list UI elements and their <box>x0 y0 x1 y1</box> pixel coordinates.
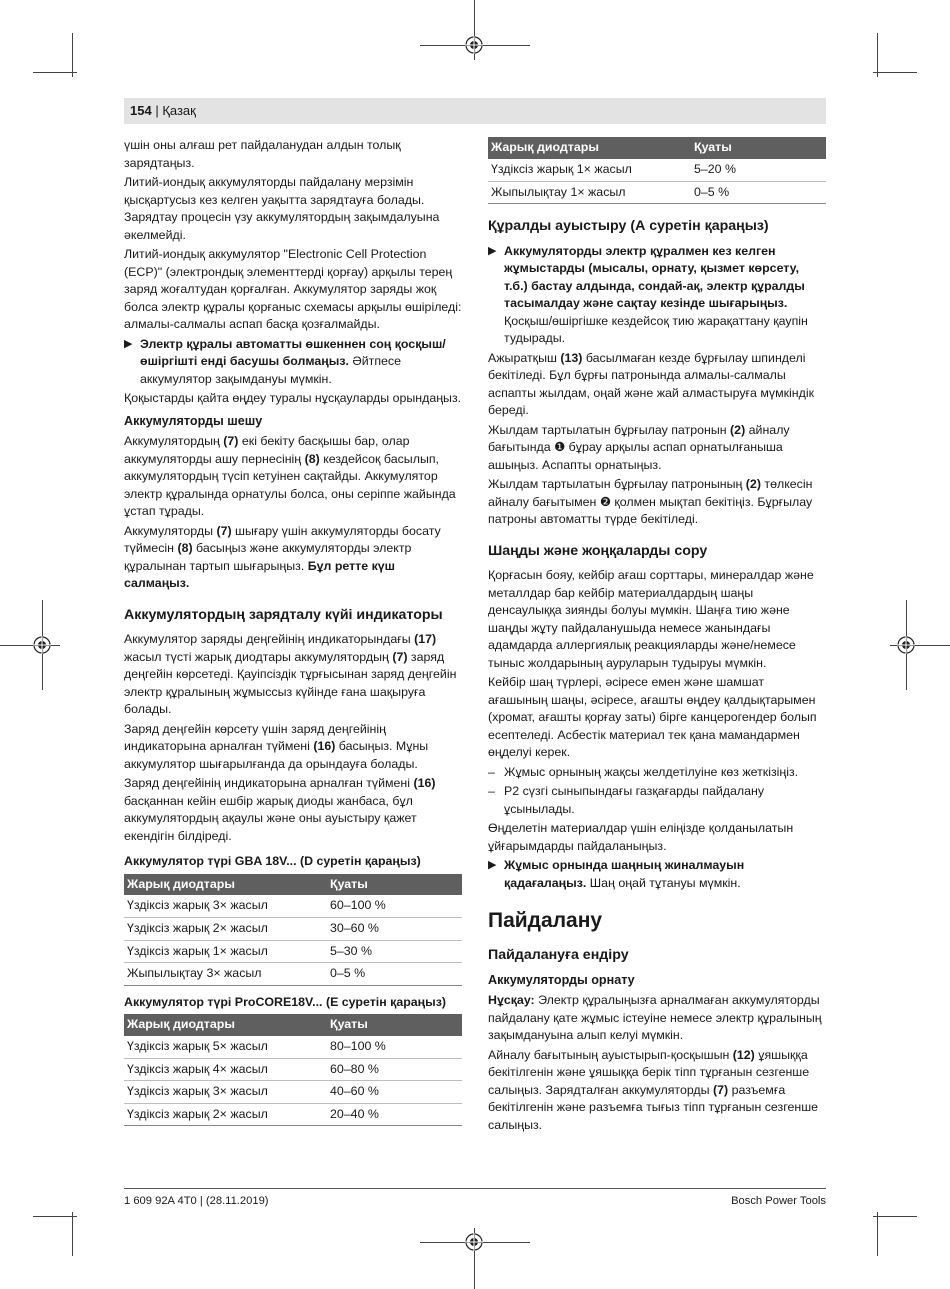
table-row: Үздіксіз жарық 3× жасыл 60–100 % <box>124 895 462 918</box>
page-header <box>124 98 826 124</box>
section-heading: Пайдалануға ендіру <box>488 947 629 963</box>
list-item: – Жұмыс орнының жақсы желдетілуіне көз жеткізіңіз. <box>488 764 799 779</box>
paragraph: Заряд деңгейінің индикаторына арналған түймені (16) басқаннан кейін ешбір жарық диоды жанбаса, бұл аккумулятордың ақаулы және оны ауыстыру қажет екендігін білдіреді. <box>124 776 436 843</box>
paragraph: Аккумулятор заряды деңгейінің индикаторындағы (17) жасыл түсті жарық диодтары аккумулятордың (7) заряд деңгейін көрсетеді. Қауіпсіздік тұрғысынан заряд деңгейін электр құралының жұмыссыз күйінде ғана шақыруға болады. <box>124 632 457 716</box>
table-header: Жарық диодтары <box>124 874 327 896</box>
list-item: – P2 сүзгі сыныпындағы газқағарды пайдалану ұсынылады. <box>488 784 765 816</box>
registration-mark-icon <box>465 36 483 54</box>
page-number-language: 154 | Қазақ <box>130 103 196 118</box>
warning-item: ▶ Электр құралы автоматты өшкеннен соң қосқыш/өшіргішті енді басушы болмаңыз. Әйтпесе аккумулятор зақымдануы мүмкін. <box>124 336 446 386</box>
language-label: Қазақ <box>162 103 196 118</box>
paragraph: үшін оны алғаш рет пайдаланудан алдын толық зарядтаңыз. <box>124 138 401 170</box>
warning-item: ▶ Жұмыс орнында шаңның жиналмауын қадағалаңыз. Шаң оңай тұтануы мүмкін. <box>488 858 745 890</box>
crop-mark <box>33 1216 77 1217</box>
paragraph: Нұсқау: Электр құралыңызға арналмаған аккумуляторды пайдалану қате жұмыс істеуіне немесе электр құралының зақымдануына алып келуі мүмкін. <box>488 993 822 1042</box>
document-code: 1 609 92A 4T0 | (28.11.2019) <box>124 1195 269 1207</box>
led-table-procore <box>124 1014 462 1126</box>
crop-mark <box>877 1212 878 1256</box>
section-heading: Шаңды және жоңқаларды сору <box>488 542 708 559</box>
table-row: Үздіксіз жарық 4× жасыл 60–80 % <box>124 1058 462 1081</box>
registration-mark-icon <box>465 1233 483 1251</box>
paragraph: Заряд деңгейін көрсету үшін заряд деңгейінің индикаторына арналған түймені (16) басыңыз. Мұны аккумулятор шығарылғанда да орындауға болады. <box>124 721 429 771</box>
right-column <box>488 137 826 1136</box>
page-number: 154 <box>130 103 152 118</box>
paragraph: Өңделетін материалдар үшін еліңізде қолданылатын ұйғарымдарды пайдаланыңыз. <box>488 821 794 853</box>
table-row: Үздіксіз жарық 2× жасыл 30–60 % <box>124 918 462 941</box>
paragraph: Айналу бағытының ауыстырып-қосқышын (12) ұяшыққа бекітілгенін және ұяшыққа берік тіпп тұрғанын сезгенше салыңыз. Зарядталған аккумуляторды (7) разъемға бекітілгенін және разъемға тығыз тіпп тұрғанын сезгенше салыңыз. <box>488 1047 819 1132</box>
crop-mark <box>72 33 73 77</box>
page-footer <box>124 1188 826 1211</box>
crop-mark <box>72 1212 73 1256</box>
table-row: Үздіксіз жарық 2× жасыл 20–40 % <box>124 1103 462 1126</box>
led-table-continued <box>488 137 826 204</box>
crop-mark <box>877 33 878 77</box>
warning-item: ▶ Аккумуляторды электр құралмен кез келген жұмыстарды (мысалы, орнату, қызмет көрсету, т.б.) бастау алдында, сондай-ақ, электр құралды тасымалдау және сақтау кезінде шығарыңыз. Қосқыш/өшіргішке кездейсоқ тию жарақаттану қаупін тудырады. <box>488 243 808 345</box>
paragraph: Жылдам тартылатын бұрғылау патронын (2) айналу бағытында ❶ бұрау арқылы аспап орнатылғаныша ашыңыз. Аспапты орнатыңыз. <box>488 422 790 472</box>
table-row: Үздіксіз жарық 5× жасыл 80–100 % <box>124 1036 462 1059</box>
section-heading: Аккумулятордың зарядталу күйі индикаторы <box>124 606 443 623</box>
crop-mark <box>873 1216 917 1217</box>
brand-label: Bosch Power Tools <box>731 1195 826 1207</box>
table-row: Жыпылықтау 3× жасыл 0–5 % <box>124 963 462 986</box>
table-row: Үздіксіз жарық 1× жасыл 5–20 % <box>488 159 826 182</box>
paragraph: Кейбір шаң түрлері, әсіресе емен және шамшат ағашының шаңы, әсіресе, ағашты өңдеу қалдықтарымен (хромат, ағашты қорғау заты) бірге канцерогендер болып есептеледі. Асбестік материал тек қана мамандармен өңделуі керек. <box>488 675 817 759</box>
table-caption: Аккумулятор түрі ProCORE18V... (E суретін қараңыз) <box>124 994 447 1009</box>
paragraph: Литий-иондық аккумуляторды пайдалану мерзімін қысқартусыз кез келген уақытта зарядтауға болады. Зарядтау процесін үзу аккумулятордың зақымдалуына әкелмейді. <box>124 175 440 242</box>
left-column <box>124 137 462 1130</box>
registration-mark-icon <box>897 636 915 654</box>
subsection-heading: Аккумуляторды шешу <box>124 413 263 428</box>
table-header: Жарық диодтары <box>488 137 691 159</box>
table-row: Үздіксіз жарық 1× жасыл 5–30 % <box>124 940 462 963</box>
step-one-icon: ❶ <box>554 440 566 454</box>
crop-mark <box>0 645 60 646</box>
table-row: Үздіксіз жарық 3× жасыл 40–60 % <box>124 1081 462 1104</box>
bullet-arrow-icon: ▶ <box>124 337 133 350</box>
table-caption: Аккумулятор түрі GBA 18V... (D суретін қараңыз) <box>124 854 421 868</box>
paragraph: Ажыратқыш (13) басылмаған кезде бұрғылау шпинделі бекітіледі. Бұл бұрғы патронында алмалы-салмалы аспапты жылдам, оңай және жай алмастыруға мүмкіндік береді. <box>488 350 815 417</box>
paragraph: Қорғасын бояу, кейбір ағаш сорттары, минералдар және металлдар бар кейбір материалдардың шаңы денсаулыққа зиянды болуы мүмкін. Шаңға тию және шаңды жұту пайдаланушыда немесе жанындағы адамдарда аллергиялық реакцияларды және/немесе тыныс жолдарының ауруларын тудыруы мүмкін. <box>488 568 814 670</box>
paragraph: Аккумулятордың (7) екі бекіту басқышы бар, олар аккумуляторды ашу пернесінің (8) кездейсоқ басылып, аккумулятордың түсіп кетуінен сақтайды. Аккумулятор электр құралында орнатулы болса, оны серіппе жайында ұстап тұрады. <box>124 434 456 518</box>
subsection-heading: Аккумуляторды орнату <box>488 972 635 987</box>
paragraph: Литий-иондық аккумулятор "Electronic Cell Protection (ECP)" (электрондық элементтерді қорғау) арқылы терең заряд жоғалтудан қорғалған. Аккумулятор заряды жоқ болса электр құралы қорғаныс схемасы арқылы өшіріледі: алмалы-салмалы аспап басқа қозғалмайды. <box>124 247 462 331</box>
registration-mark-icon <box>33 636 51 654</box>
step-two-icon: ❷ <box>599 494 611 509</box>
table-header: Жарық диодтары <box>124 1014 327 1036</box>
led-table-gba <box>124 874 462 986</box>
table-header: Қуаты <box>327 1014 462 1036</box>
bullet-arrow-icon: ▶ <box>488 859 497 871</box>
crop-mark <box>873 72 917 73</box>
chapter-heading: Пайдалану <box>488 909 603 932</box>
table-header: Қуаты <box>327 874 462 896</box>
section-heading: Құралды ауыстыру (А суретін қараңыз) <box>488 218 769 234</box>
paragraph: Қоқыстарды қайта өңдеу туралы нұсқауларды орындаңыз. <box>124 391 462 405</box>
crop-mark <box>33 72 77 73</box>
table-row: Жыпылықтау 1× жасыл 0–5 % <box>488 181 826 204</box>
paragraph: Аккумуляторды (7) шығару үшін аккумуляторды босату түймесін (8) басыңыз және аккумуляторды электр құралынан тартып шығарыңыз. Бұл ретте күш салмаңыз. <box>124 523 441 590</box>
paragraph: Жылдам тартылатын бұрғылау патронының (2) төлкесін айналу бағытымен ❷ қолмен мықтап бекітіңіз. Бұрғылау патроны автоматты түрде бекітіледі. <box>488 477 813 526</box>
bullet-arrow-icon: ▶ <box>488 244 497 257</box>
table-header: Қуаты <box>691 137 826 159</box>
